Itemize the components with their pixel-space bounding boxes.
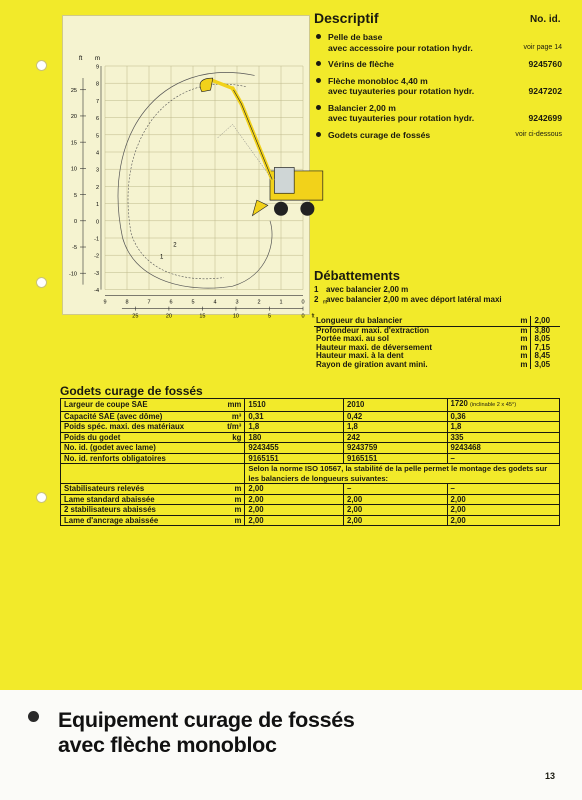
godets-label: Poids du godet	[61, 432, 225, 443]
godets-cell: 2010	[344, 399, 447, 412]
godets-cell: 2,00	[245, 505, 344, 516]
m-tick-label: -2	[94, 253, 99, 260]
descriptif-item	[314, 130, 562, 141]
bottom-m-tick-label: 2	[257, 299, 261, 306]
godets-unit: m	[224, 484, 245, 495]
godets-cell: 2,00	[344, 515, 447, 526]
descriptif-item-text: Flèche monobloc 4,40 m	[328, 75, 428, 86]
bottom-ft-tick-label: 20	[165, 313, 172, 320]
debattement-number: 2	[314, 294, 319, 304]
wheel	[300, 202, 314, 216]
debattements-title: Débattements	[314, 268, 400, 283]
godets-cell-value: 0,36	[450, 411, 466, 421]
descriptif-item-text: avec accessoire pour rotation hydr.	[328, 42, 473, 53]
godets-row	[61, 494, 560, 505]
descriptif-item-text: Vérins de flèche	[328, 59, 394, 69]
m-tick-label: -4	[94, 288, 99, 295]
godets-cell: 1,8	[245, 422, 344, 433]
m-tick-label: 9	[95, 64, 99, 71]
godets-cell: 2,00	[245, 484, 344, 495]
godets-row	[61, 411, 560, 422]
m-tick-label: 5	[95, 133, 99, 140]
godets-unit: m	[224, 505, 245, 516]
m-tick-label: 7	[95, 98, 99, 105]
debattement-line	[314, 295, 502, 305]
bullet-icon	[316, 105, 321, 110]
wheel	[274, 202, 288, 216]
bullet-icon	[316, 132, 321, 137]
descriptif-item-text: Godets curage de fossés	[328, 129, 431, 140]
bottom-m-tick-label: m	[322, 299, 328, 306]
godets-cell: 9165151	[245, 453, 344, 464]
debattement-text: avec balancier 2,00 m avec déport latéral maxi	[326, 294, 502, 304]
curve-label-1: 1	[160, 254, 164, 261]
descriptif-item-text: Pelle de base	[328, 32, 383, 42]
ft-tick-label: -10	[69, 271, 77, 278]
reach-spec-table	[314, 316, 560, 369]
godets-row	[61, 399, 560, 412]
bottom-m-tick-label: 0	[301, 299, 305, 306]
godets-cell: 2,00	[245, 494, 344, 505]
godets-cell: 180	[245, 432, 344, 443]
ft-tick-label: 10	[70, 166, 77, 173]
godets-row	[61, 515, 560, 526]
bottom-ft-tick-label: 15	[199, 313, 206, 320]
curve-label-2: 2	[173, 242, 177, 249]
bottom-m-tick-label: 1	[279, 299, 283, 306]
godets-cell: 0,42	[344, 411, 447, 422]
footer-bullet	[28, 711, 39, 722]
spec-value: 3,80	[534, 326, 551, 335]
m-axis-label: m	[95, 56, 100, 62]
spec-label: Hauteur maxi. à la dent	[316, 351, 404, 361]
descriptif-item	[314, 59, 562, 70]
godets-note-spacer	[224, 464, 245, 484]
godets-label: Capacité SAE (avec dôme)	[61, 411, 225, 422]
godets-table	[60, 398, 560, 526]
debattement-text: avec balancier 2,00 m	[326, 285, 409, 294]
descriptif-title: Descriptif	[314, 10, 379, 26]
godets-cell-value: 2,00	[450, 515, 466, 525]
bottom-m-tick-label: 9	[103, 299, 107, 306]
godets-cell-value: –	[450, 453, 455, 463]
godets-unit	[224, 443, 245, 454]
spec-label: Portée maxi. au sol	[316, 334, 389, 344]
godets-cell: 9165151	[344, 453, 447, 464]
godets-label: Largeur de coupe SAE	[61, 399, 225, 412]
bottom-m-tick-label: 7	[147, 299, 151, 306]
godets-unit: m	[224, 494, 245, 505]
ft-axis-label: ft	[79, 56, 83, 62]
godets-row	[61, 422, 560, 433]
spec-unit: m	[516, 327, 530, 336]
bottom-ft-tick-label: 0	[301, 313, 305, 320]
godets-cell: 0,31	[245, 411, 344, 422]
descriptif-item-code: 9247202	[528, 86, 562, 96]
godets-note-row	[61, 464, 560, 484]
descriptif-item-text: avec tuyauteries pour rotation hydr.	[328, 86, 475, 96]
spec-value: 2,00	[530, 316, 560, 327]
godets-label: Stabilisateurs relevés	[61, 484, 225, 495]
bottom-ft-tick-label: 25	[132, 313, 139, 320]
godets-cell: –	[344, 484, 447, 495]
spec-label: Rayon de giration avant mini.	[316, 359, 428, 369]
m-tick-label: 3	[95, 167, 99, 174]
spec-unit: m	[516, 344, 530, 352]
spec-unit: m	[516, 361, 530, 369]
godets-cell	[447, 484, 560, 495]
page-title	[58, 708, 355, 758]
binder-hole	[36, 492, 47, 503]
godets-label: No. id. renforts obligatoires	[61, 453, 225, 464]
bottom-ft-tick-label: 10	[232, 313, 240, 320]
bottom-m-tick-label: 6	[169, 299, 173, 306]
godets-label: No. id. (godet avec lame)	[61, 443, 225, 454]
godets-unit: t/m³	[224, 422, 245, 433]
godets-cell	[447, 411, 560, 422]
godets-cell: 242	[344, 432, 447, 443]
bottom-m-tick-label: 8	[125, 299, 129, 306]
m-tick-label: -1	[94, 236, 99, 243]
godets-note-spacer	[61, 464, 225, 484]
bottom-m-tick-label: 3	[235, 299, 239, 306]
godets-label: Lame d'ancrage abaissée	[61, 515, 225, 526]
godets-unit	[224, 453, 245, 464]
godets-label: Poids spéc. maxi. des matériaux	[61, 422, 225, 433]
godets-cell: 9243455	[245, 443, 344, 454]
debattement-number: 1	[314, 285, 319, 294]
godets-cell-note: (inclinable 2 x 45°)	[470, 402, 517, 408]
spec-label: Longueur du balancier	[314, 316, 516, 327]
descriptif-item-text: Balancier 2,00 m	[328, 102, 396, 113]
m-tick-label: 6	[95, 116, 99, 123]
spec-unit: m	[516, 316, 530, 327]
reach-curve-1	[118, 72, 272, 288]
godets-row	[61, 443, 560, 454]
godets-row	[61, 505, 560, 516]
godets-cell	[447, 399, 560, 412]
ft-tick-label: 5	[73, 192, 77, 199]
godets-unit: m	[224, 515, 245, 526]
godets-cell	[447, 515, 560, 526]
reach-curve-2	[128, 84, 246, 279]
godets-cell: 2,00	[344, 505, 447, 516]
descriptif-item-code: voir ci-dessous	[515, 130, 562, 138]
spec-row	[314, 316, 560, 327]
bottom-ft-tick-label: 5	[267, 313, 272, 320]
godets-cell	[447, 432, 560, 443]
spec-label: Hauteur maxi. de déversement	[316, 342, 433, 352]
godets-row	[61, 453, 560, 464]
descriptif-item-code: voir page 14	[523, 43, 562, 51]
godets-note: Selon la norme ISO 10567, la stabilité de la pelle permet le montage des godets sur les balanciers de longueurs suivantes:	[245, 464, 560, 484]
bottom-m-tick-label: 4	[213, 299, 217, 306]
blade	[252, 200, 267, 215]
spec-label: Profondeur maxi. d'extraction	[316, 326, 430, 335]
bottom-m-tick-label: 5	[191, 299, 195, 306]
spec-value: 8,45	[534, 351, 551, 361]
m-tick-label: 2	[95, 184, 99, 191]
descriptif-item-text: avec tuyauteries pour rotation hydr.	[328, 113, 475, 123]
godets-cell-value: –	[450, 484, 455, 493]
descriptif-item	[314, 76, 562, 97]
spec-row	[314, 361, 560, 369]
godets-unit: kg	[224, 432, 245, 443]
noid-header: No. id.	[530, 14, 561, 25]
godets-title: Godets curage de fossés	[60, 384, 203, 398]
m-tick-label: 8	[95, 81, 99, 88]
godets-unit: m³	[224, 411, 245, 422]
binder-hole	[36, 277, 47, 288]
debattements-legend	[314, 285, 502, 304]
godets-cell	[447, 505, 560, 516]
bullet-icon	[316, 61, 321, 66]
godets-cell	[447, 422, 560, 433]
reach-diagram-svg	[63, 16, 328, 320]
descriptif-list	[314, 32, 562, 146]
spec-unit: m	[516, 335, 530, 343]
descriptif-item-code: 9242699	[528, 113, 562, 123]
m-tick-label: 4	[95, 150, 99, 157]
godets-unit: mm	[224, 399, 245, 412]
godets-row	[61, 484, 560, 495]
godets-cell: 1,8	[344, 422, 447, 433]
bucket	[200, 78, 213, 92]
m-tick-label: -3	[94, 270, 99, 277]
page-title-line2: avec flèche monobloc	[58, 733, 277, 757]
godets-cell-value: 2,00	[450, 505, 466, 514]
reach-diagram	[62, 15, 328, 320]
godets-cell	[447, 453, 560, 464]
bullet-icon	[316, 78, 321, 83]
godets-cell-value: 335	[450, 432, 464, 442]
excavator-cab	[274, 167, 294, 193]
godets-cell	[447, 494, 560, 505]
godets-cell-value: 1,8	[450, 422, 462, 431]
ft-tick-label: 25	[70, 87, 77, 94]
ft-tick-label: 15	[70, 140, 77, 147]
ft-tick-label: 20	[70, 114, 77, 121]
spec-unit: m	[516, 352, 530, 360]
godets-cell: 9243759	[344, 443, 447, 454]
godets-label: Lame standard abaissée	[61, 494, 225, 505]
page-title-line1: Equipement curage de fossés	[58, 708, 355, 732]
descriptif-item-code: 9245760	[528, 59, 562, 69]
spec-value: 8,05	[534, 334, 551, 344]
bottom-ft-unit: ft	[311, 313, 315, 320]
boom	[233, 88, 273, 179]
godets-cell-value: 9243468	[450, 443, 481, 452]
descriptif-item	[314, 103, 562, 124]
stick	[211, 80, 233, 89]
godets-cell: 1510	[245, 399, 344, 412]
ft-tick-label: -5	[72, 245, 77, 252]
godets-label: 2 stabilisateurs abaissés	[61, 505, 225, 516]
godets-cell-value: 1720	[450, 399, 468, 408]
bullet-icon	[316, 34, 321, 39]
godets-cell: 2,00	[245, 515, 344, 526]
godets-cell: 2,00	[344, 494, 447, 505]
binder-hole	[36, 60, 47, 71]
spec-value: 7,15	[534, 342, 551, 352]
m-tick-label: 1	[95, 202, 99, 209]
ft-tick-label: 0	[73, 219, 77, 225]
page-number: 13	[545, 771, 556, 781]
godets-row	[61, 432, 560, 443]
m-tick-label: 0	[95, 219, 99, 226]
spec-value: 3,05	[534, 359, 551, 369]
debattement-line	[314, 285, 502, 295]
godets-cell	[447, 443, 560, 454]
godets-cell-value: 2,00	[450, 494, 466, 504]
descriptif-item	[314, 32, 562, 53]
